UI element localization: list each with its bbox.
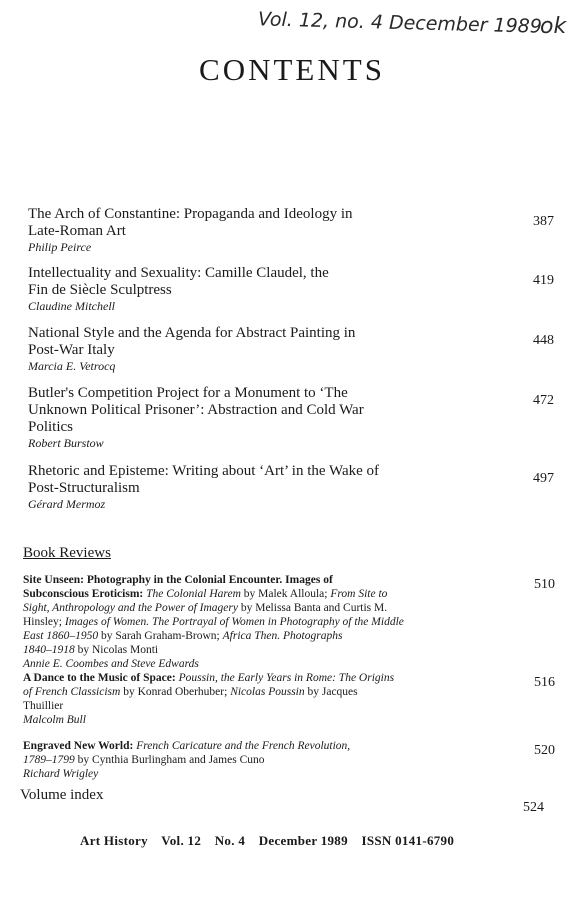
volume-index-label: Volume index <box>20 787 104 803</box>
article-page-number: 472 <box>533 393 554 408</box>
review-line <box>23 587 463 601</box>
footer-issn: ISSN 0141-6790 <box>361 833 455 848</box>
review-heading-text: Engraved New World: <box>23 740 137 752</box>
review-heading-text: A Dance to the Music of Space: <box>23 672 179 684</box>
handwritten-ok-mark: ok <box>540 14 567 39</box>
page-title: CONTENTS <box>199 52 385 87</box>
review-book-title: Sight, Anthropology and the Power of Imagery <box>23 602 238 614</box>
review-book-title: East 1860–1950 <box>23 630 99 642</box>
article-title <box>28 463 448 497</box>
review-line <box>23 601 463 615</box>
review-plain-text: by Malek Alloula; <box>240 588 331 600</box>
article-page-number: 448 <box>533 333 554 348</box>
review-book-title: 1789–1799 <box>23 754 75 766</box>
review-book-title: Poussin, the Early Years in Rome: The Origins <box>178 672 395 684</box>
review-line <box>23 699 463 713</box>
footer-journal: Art History <box>80 833 148 848</box>
article-page-number: 387 <box>533 214 554 229</box>
review-line <box>23 739 463 753</box>
review-plain-text: by Konrad Oberhuber; <box>120 686 231 698</box>
article-title-line: Rhetoric and Episteme: Writing about ‘Art’ in the Wake of <box>28 463 380 479</box>
review-book-title: French Caricature and the French Revolution, <box>136 740 351 752</box>
handwritten-annotation: Vol. 12, no. 4 December 1989 <box>257 8 543 38</box>
review-line <box>23 753 463 767</box>
review-plain-text: Hinsley; <box>23 616 65 628</box>
review-line <box>23 643 463 657</box>
review-entry <box>23 671 553 727</box>
article-title-line: Post-Structuralism <box>28 480 140 496</box>
review-entry <box>23 573 553 671</box>
review-text <box>23 671 463 713</box>
review-line <box>23 615 463 629</box>
review-plain-text: by Jacques <box>304 686 358 698</box>
review-book-title: of French Classicism <box>23 686 121 698</box>
article-title <box>28 265 448 299</box>
review-book-title: 1840–1918 <box>23 644 75 656</box>
article-title-line: The Arch of Constantine: Propaganda and Ideology in <box>28 206 353 222</box>
article-title-line: Intellectuality and Sexuality: Camille Claudel, the <box>28 265 329 281</box>
review-plain-text: by Melissa Banta and Curtis M. <box>237 602 388 614</box>
review-author: Malcolm Bull <box>23 714 86 726</box>
review-book-title: The Colonial Harem <box>146 588 241 600</box>
article-entry <box>28 325 554 374</box>
article-title <box>28 325 448 359</box>
review-heading-text: Subconscious Eroticism: <box>23 588 147 600</box>
review-plain-text: Thuillier <box>23 700 64 712</box>
review-line <box>23 685 463 699</box>
review-page-number: 516 <box>534 675 555 690</box>
review-plain-text: by Sarah Graham-Brown; <box>98 630 223 642</box>
article-title <box>28 385 448 436</box>
review-text <box>23 739 463 767</box>
review-plain-text: by Nicolas Monti <box>74 644 159 656</box>
review-plain-text: by Cynthia Burlingham and James Cuno <box>74 754 265 766</box>
volume-index-page: 524 <box>523 800 544 815</box>
footer-number: No. 4 <box>214 833 246 848</box>
article-author: Philip Peirce <box>28 240 92 254</box>
article-page-number: 497 <box>533 471 554 486</box>
review-entry <box>23 739 553 781</box>
footer-date: December 1989 <box>258 833 348 848</box>
article-author: Gérard Mermoz <box>28 497 106 511</box>
footer-volume: Vol. 12 <box>161 833 202 848</box>
article-title-line: Politics <box>28 419 74 435</box>
review-page-number: 510 <box>534 577 555 592</box>
review-author: Annie E. Coombes and Steve Edwards <box>23 658 199 670</box>
article-author: Claudine Mitchell <box>28 299 115 313</box>
review-text <box>23 573 463 657</box>
article-entry <box>28 385 554 451</box>
review-book-title: Nicolas Poussin <box>230 686 305 698</box>
article-author: Marcia E. Vetrocq <box>28 359 116 373</box>
footer <box>80 833 464 849</box>
article-entry <box>28 463 554 512</box>
review-book-title: Africa Then. Photographs <box>222 630 343 642</box>
article-entry <box>28 265 554 314</box>
book-reviews-heading: Book Reviews <box>23 545 111 561</box>
article-author: Robert Burstow <box>28 436 104 450</box>
review-line <box>23 671 463 685</box>
review-book-title: Images of Women. The Portrayal of Women in Photography of the Middle <box>64 616 404 628</box>
review-book-title: From Site to <box>330 588 388 600</box>
article-title-line: Late-Roman Art <box>28 223 126 239</box>
article-title-line: Post-War Italy <box>28 342 115 358</box>
review-page-number: 520 <box>534 743 555 758</box>
article-title-line: Fin de Siècle Sculptress <box>28 282 172 298</box>
review-line <box>23 573 463 587</box>
article-title <box>28 206 448 240</box>
review-heading-text: Site Unseen: Photography in the Colonial Encounter. Images of <box>23 574 333 586</box>
review-author: Richard Wrigley <box>23 768 99 780</box>
article-title-line: National Style and the Agenda for Abstract Painting in <box>28 325 356 341</box>
article-title-line: Unknown Political Prisoner’: Abstraction and Cold War <box>28 402 364 418</box>
article-page-number: 419 <box>533 273 554 288</box>
review-line <box>23 629 463 643</box>
article-entry <box>28 206 554 255</box>
article-title-line: Butler's Competition Project for a Monument to ‘The <box>28 385 348 401</box>
